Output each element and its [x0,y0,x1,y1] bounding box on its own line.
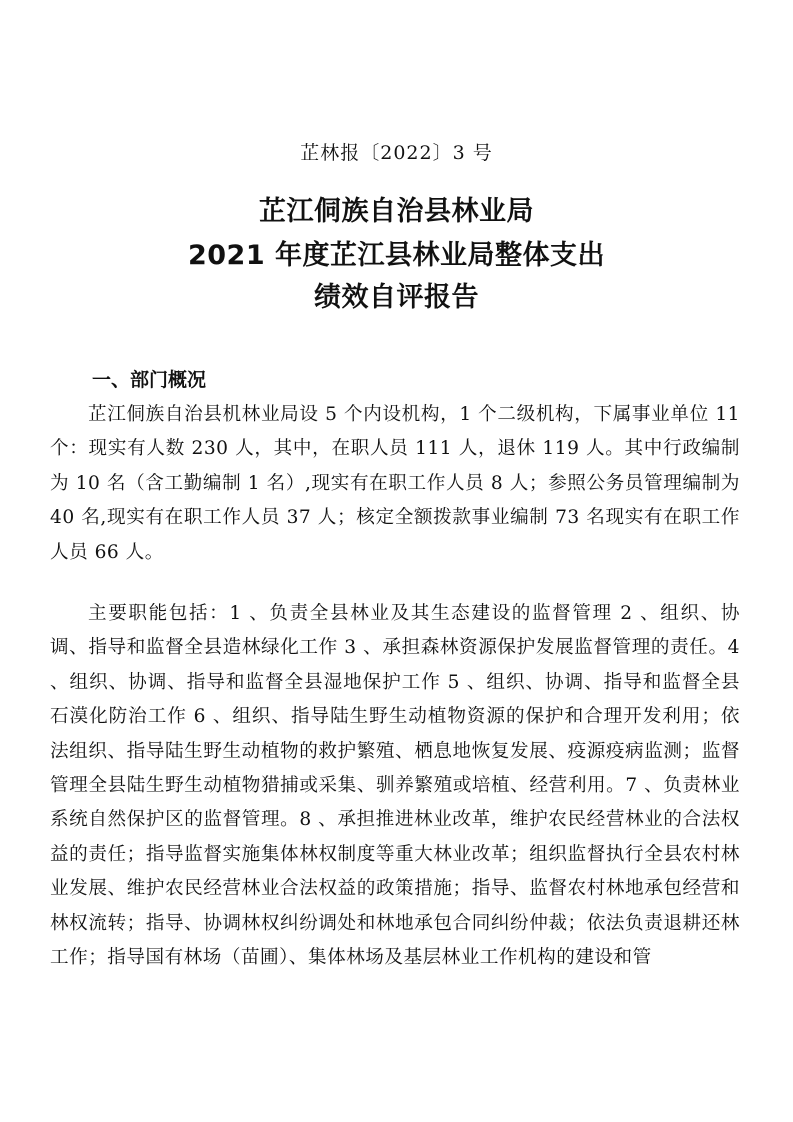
title-line-2: 2021 年度芷江县林业局整体支出 [187,240,606,271]
document-number: 芷林报〔2022〕3 号 [300,142,493,164]
title-line-1: 芷江侗族自治县林业局 [259,196,534,227]
paragraph-functions: 主要职能包括：1 、负责全县林业及其生态建设的监督管理 2 、组织、协调、指导和监督全县造林绿化工作 3 、承担森林资源保护发展监督管理的责任。4 、组织、协调、指导和监督全县湿地保护工作 5 、组织、协调、指导和监督全县石漠化防治工作 6 、组织、指导陆生野生动植物资源的保护和合理开发利用；依法组织、指导陆生野生动植物的救护繁殖、栖息地恢复发展、疫源疫病监测；监督管理全县陆生野生动植物猎捕或采集、驯养繁殖或培植、经营利用。7 、负责林业系统自然保护区的监督管理。8 、承担推进林业改革，维护农民经营林业的合法权益的责任；指导监督实施集体林权制度等重大林业改革；组织监督执行全县农村林业发展、维护农民经营林业合法权益的政策措施；指导、监督农村林地承包经营和林权流转；指导、协调林权纠纷调处和林地承包合同纠纷仲裁；依法负责退耕还林工作；指导国有林场（苗圃）、集体林场及基层林业工作机构的建设和管 [50,603,740,969]
title-line-3: 绩效自评报告 [314,282,479,313]
section-heading-overview: 一、部门概况 [92,369,207,391]
paragraph-staffing: 芷江侗族自治县机林业局设 5 个内设机构，1 个二级机构，下属事业单位 11 个：现实有人数 230 人，其中，在职人员 111 人，退休 119 人。其中行政编制为 10 名（含工勤编制 1 名）,现实有在职工作人员 8 人；参照公务员管理编制为 40 名,现实有在职工作人员 37 人；核定全额拨款事业编制 73 名现实有在职工作人员 66 人。 [50,404,740,563]
